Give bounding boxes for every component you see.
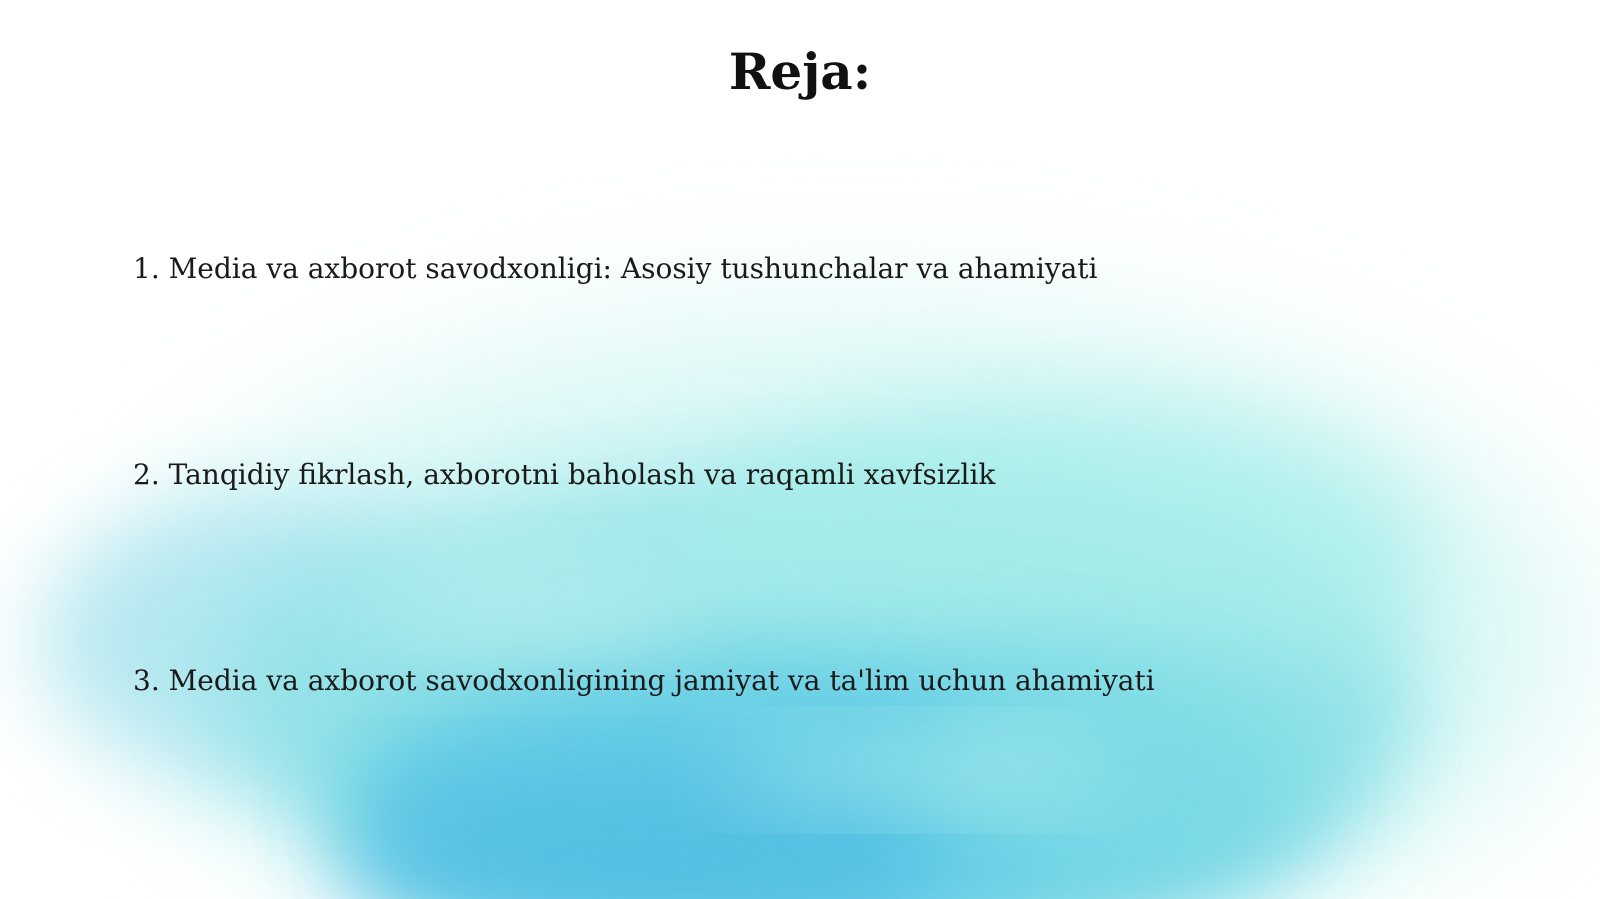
- plan-item-3: 3. Media va axborot savodxonligining jamiyat va ta'lim uchun ahamiyati: [133, 664, 1155, 697]
- slide-title: Reja:: [728, 42, 872, 101]
- plan-item-1: 1. Media va axborot savodxonligi: Asosiy tushunchalar va ahamiyati: [133, 252, 1098, 285]
- plan-item-2: 2. Tanqidiy fikrlash, axborotni baholash va raqamli xavfsizlik: [133, 458, 996, 491]
